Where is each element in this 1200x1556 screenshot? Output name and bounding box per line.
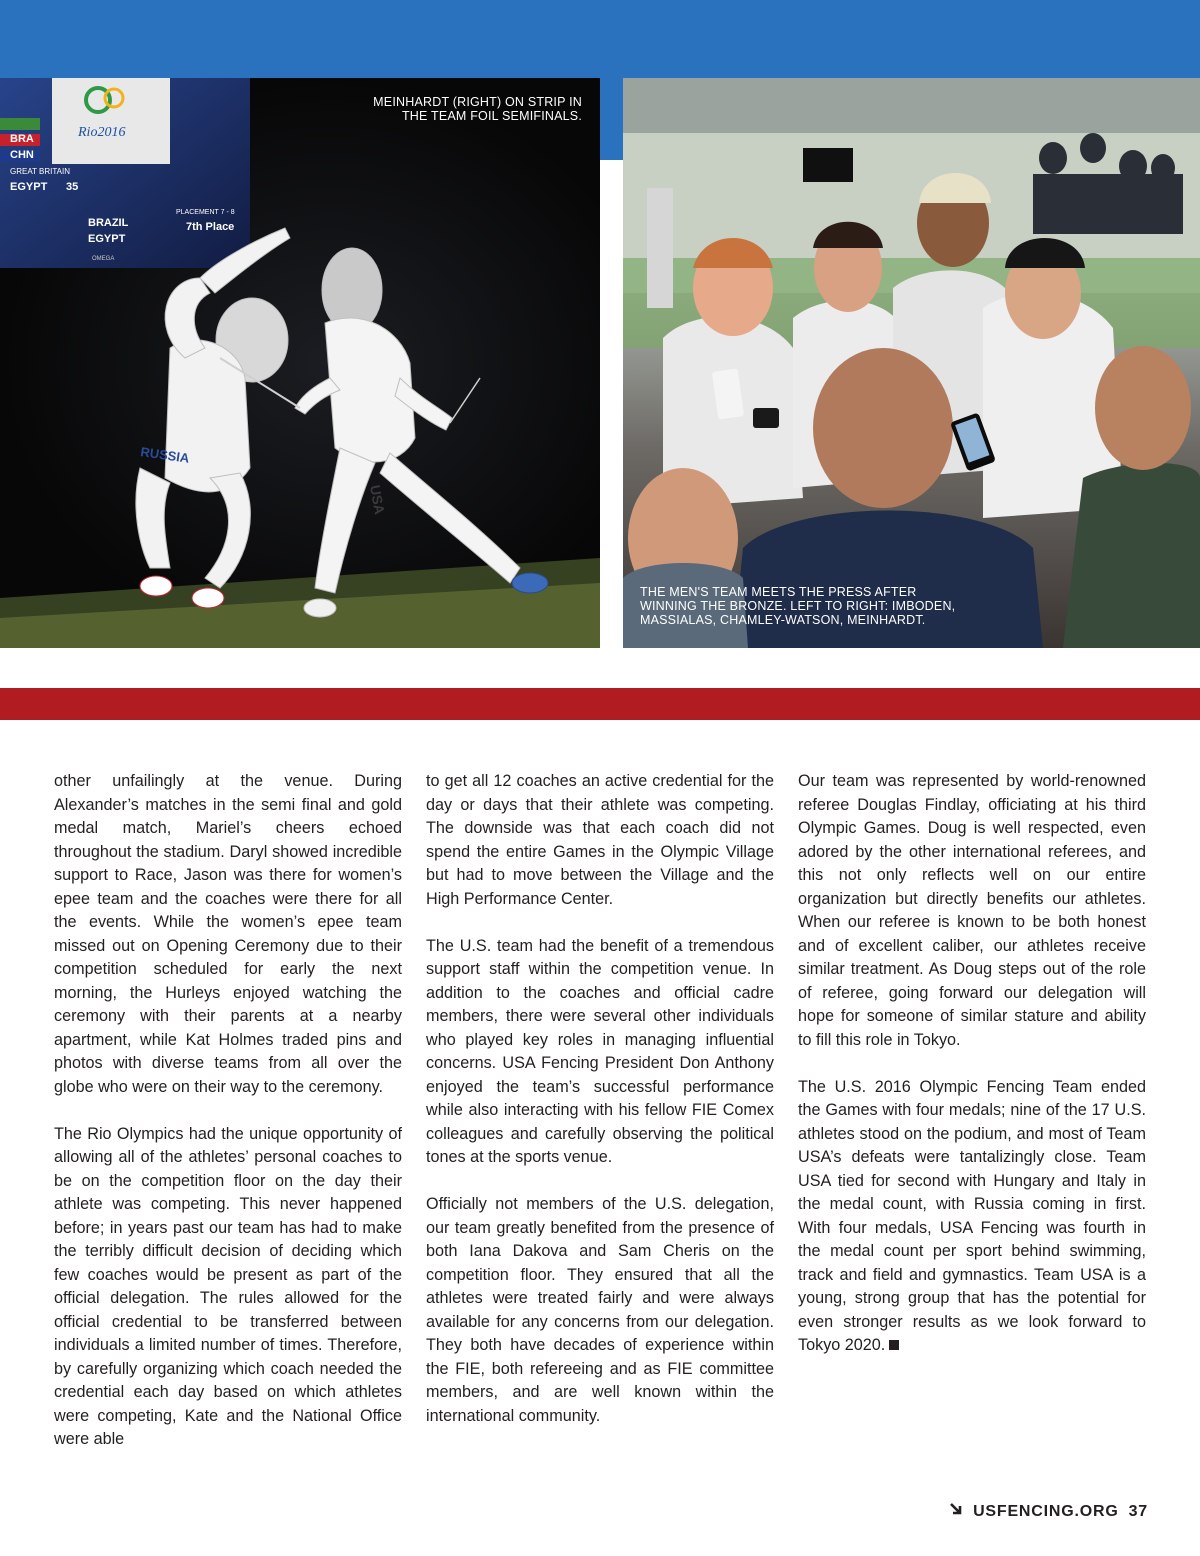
red-divider-band [0, 688, 1200, 720]
russia-lettering: RUSSIA [139, 444, 191, 466]
omega-logo: OMEGA [92, 256, 115, 262]
fencer-usa [295, 248, 548, 617]
page-footer [949, 1502, 1148, 1521]
scoreboard-team-a: BRAZIL [88, 217, 129, 229]
page-number: 37 [1128, 1502, 1148, 1520]
scoreboard-row: GREAT BRITAIN [10, 167, 71, 176]
end-mark-icon [889, 1340, 899, 1350]
blue-accent-block [600, 78, 623, 160]
footer-site[interactable]: USFENCING.ORG [973, 1502, 1119, 1520]
paragraph: The U.S. team had the benefit of a tremendous support staff within the competition venue. In addition to the coaches and official cadre members, there were several other individuals who played key roles in managing influential concerns. USA Fencing President Don Anthony enjoyed the team’s successful performance while also interacting with his fellow FIE Comex colleagues and carefully observing the political tones at the sports venue. [426, 936, 774, 1166]
scoreboard-team-b: EGYPT [88, 233, 126, 245]
paragraph: The Rio Olympics had the unique opportunity of allowing all of the athletes’ personal coaches to be on the competition floor on the day their athlete was competing. This never happened before; in years past our team has had to make the terribly difficult decision of deciding which few coaches would be present as part of the official delegation. The rules allowed for the official credential to be transferred between individuals a limited number of times. Therefore, by carefully organizing which coach needed the credential each day based on which athletes were competing, Kate and the National Office were able [54, 1124, 402, 1448]
scoreboard-row: CHN [10, 149, 34, 161]
paragraph: other unfailingly at the venue. During Alexander’s matches in the semi final and gold medal match, Mariel’s cheers echoed throughout the stadium. Daryl showed incredible support to Race, Jason was there for women’s epee team and the coaches were there for all the events. While the women’s epee team missed out on Opening Ceremony due to their competition scheduled for early the next morning, the Hurleys enjoyed watching the ceremony with their parents at a nearby apartment, while Kat Holmes traded pins and photos with diverse teams from all over the globe who were on their way to the ceremony. [54, 772, 402, 1096]
article-column-3 [798, 770, 1146, 1381]
paragraph: to get all 12 coaches an active credential for the day or days that their athlete was competing. The downside was that each coach did not spend the entire Games in the Olympic Village but had to move between the Village and the High Performance Center. [426, 772, 774, 908]
article-column-1 [54, 770, 402, 1475]
phone [753, 408, 779, 428]
paragraph-text: The U.S. 2016 Olympic Fencing Team ended the Games with four medals; nine of the 17 U.S. athletes stood on the podium, and most of Team USA’s defeats were tantalizingly close. Team USA tied for second with Hungary and Italy in the medal count, with Russia coming in first. With four medals, USA Fencing was fourth in the medal count per sport behind swimming, track and field and gymnastics. Team USA is a young, strong group that has the potential for even stronger results as we look forward to Tokyo 2020. [798, 1077, 1146, 1354]
scoreboard-score: 35 [66, 181, 79, 193]
scoreboard-placement: PLACEMENT 7 - 8 [176, 209, 235, 216]
fencer-russia [136, 228, 290, 608]
paragraph-final [798, 1076, 1146, 1358]
usa-lettering: USA [367, 483, 388, 516]
caption-left-photo: MEINHARDT (RIGHT) ON STRIP IN THE TEAM FOIL SEMIFINALS. [373, 95, 582, 123]
scoreboard-place: 7th Place [186, 221, 235, 233]
photo-fencing-bout [0, 78, 600, 648]
top-color-band [0, 0, 1200, 78]
caption-right-photo: THE MEN'S TEAM MEETS THE PRESS AFTER WINNING THE BRONZE. LEFT TO RIGHT: IMBODEN, MASSIALAS, CHAMLEY-WATSON, MEINHARDT. [640, 585, 956, 627]
article-column-2 [426, 770, 774, 1452]
rio-logo-text: Rio2016 [78, 125, 126, 140]
scoreboard-row: BRA [10, 133, 34, 145]
paragraph: Officially not members of the U.S. delegation, our team greatly benefited from the presence of both Iana Dakova and Sam Cheris on the competition floor. They ensured that all the athletes were treated fairly and were always available for any concerns from our delegation. They both have decades of experience within the FIE, both refereeing and as FIE committee members, and are well known within the international community. [426, 1195, 774, 1425]
paragraph: Our team was represented by world-renowned referee Douglas Findlay, officiating at his third Olympic Games. Doug is well respected, even adored by the other international referees, and this not only reflects well on our entire organization but directly benefits our athletes. When our referee is known to be both honest and of excellent caliber, our athletes receive similar treatment. As Doug steps out of the role of referee, going forward our delegation will hope for someone of similar stature and ability to fill this role in Tokyo. [798, 772, 1146, 1049]
arrow-down-right-icon [949, 1502, 963, 1521]
photo-press-meeting [623, 78, 1200, 648]
scoreboard-row: EGYPT [10, 181, 48, 193]
